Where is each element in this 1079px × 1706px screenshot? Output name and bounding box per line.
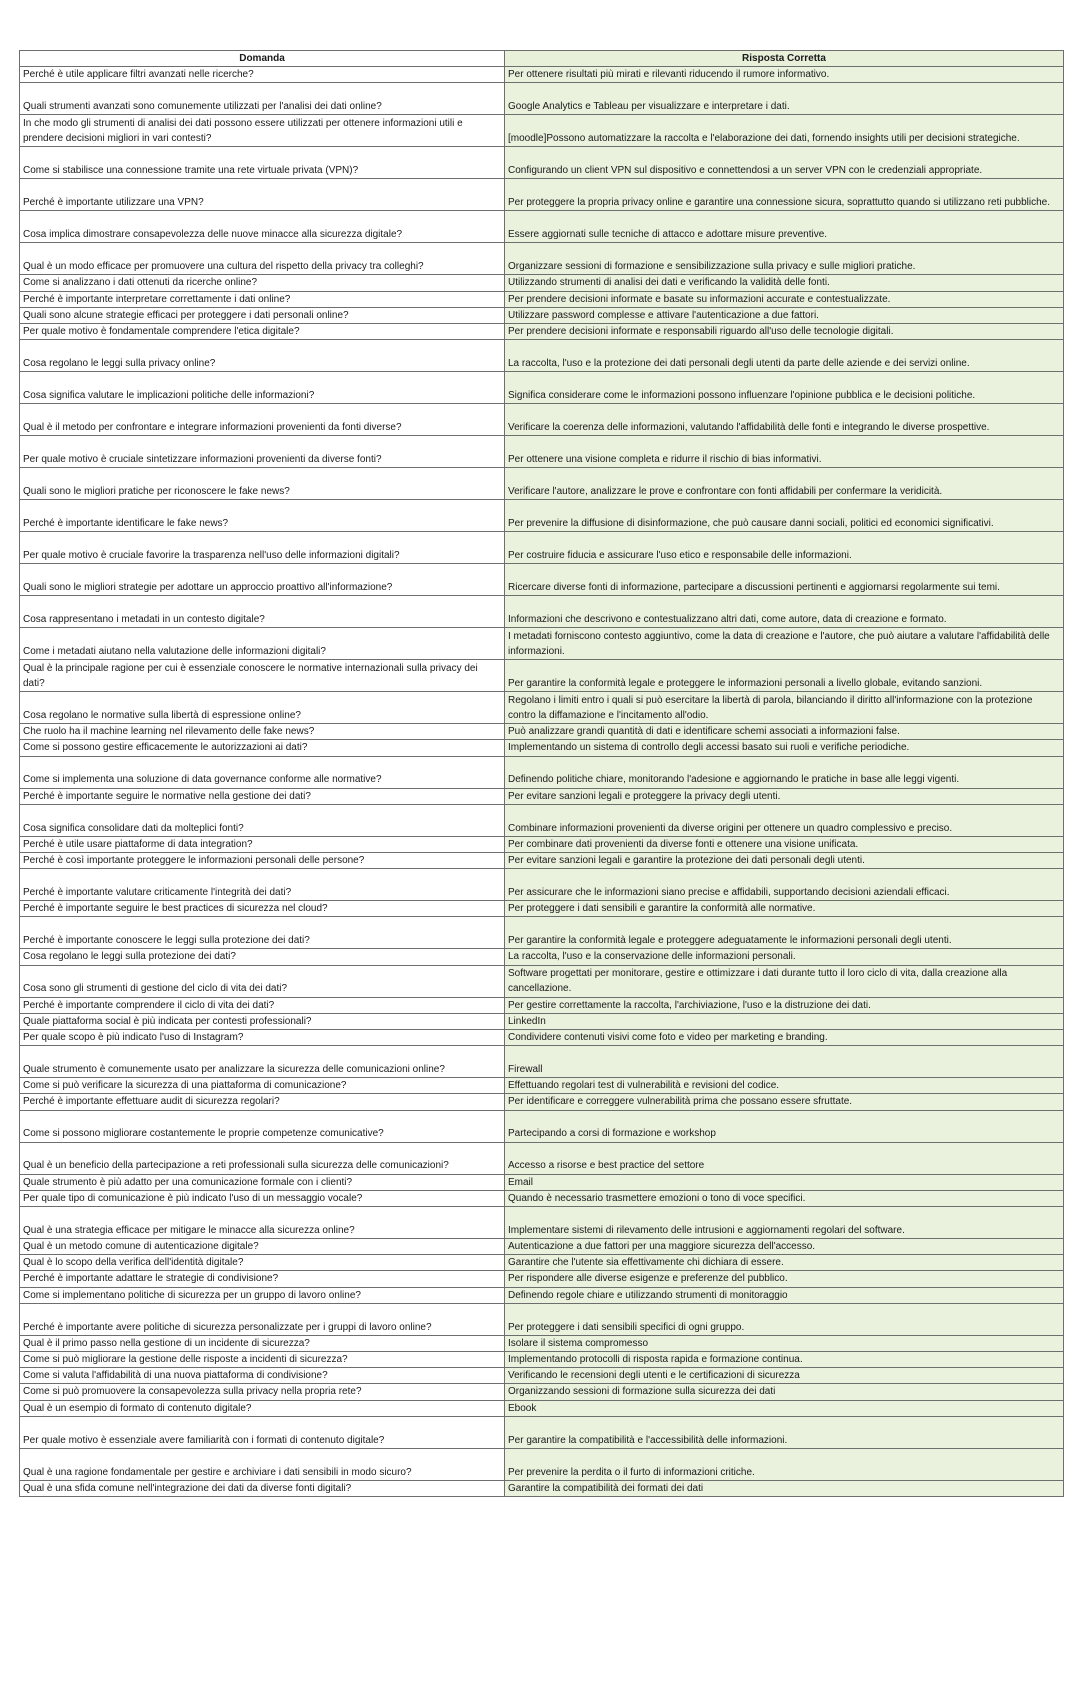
question-cell: Come si possono gestire efficacemente le autorizzazioni ai dati? [20, 740, 505, 756]
question-cell: Perché è importante seguire le best practices di sicurezza nel cloud? [20, 901, 505, 917]
question-cell: Come si implementano politiche di sicurezza per un gruppo di lavoro online? [20, 1287, 505, 1303]
answer-cell: Organizzare sessioni di formazione e sensibilizzazione sulla privacy e sulle migliori pratiche. [505, 243, 1064, 275]
qa-table [19, 50, 1064, 1497]
question-cell: Come si può promuovere la consapevolezza sulla privacy nella propria rete? [20, 1384, 505, 1400]
answer-cell: Per ottenere una visione completa e ridurre il rischio di bias informativi. [505, 436, 1064, 468]
answer-cell: Per ottenere risultati più mirati e rilevanti riducendo il rumore informativo. [505, 67, 1064, 83]
question-cell: Quali strumenti avanzati sono comunemente utilizzati per l'analisi dei dati online? [20, 83, 505, 115]
question-cell: Perché è importante adattare le strategie di condivisione? [20, 1271, 505, 1287]
question-cell: Come si può migliorare la gestione delle risposte a incidenti di sicurezza? [20, 1352, 505, 1368]
answer-cell: Definendo politiche chiare, monitorando l'adesione e aggiornando le pratiche in base alle leggi vigenti. [505, 756, 1064, 788]
question-cell: Cosa implica dimostrare consapevolezza delle nuove minacce alla sicurezza digitale? [20, 211, 505, 243]
table-row [20, 917, 1064, 949]
question-cell: Perché è così importante proteggere le informazioni personali delle persone? [20, 853, 505, 869]
question-cell: In che modo gli strumenti di analisi dei dati possono essere utilizzati per ottenere informazioni utili e prendere decisioni migliori in vari contesti? [20, 115, 505, 147]
table-row [20, 1030, 1064, 1046]
answer-cell: Implementando un sistema di controllo degli accessi basato sui ruoli e verifiche periodiche. [505, 740, 1064, 756]
question-cell: Che ruolo ha il machine learning nel rilevamento delle fake news? [20, 724, 505, 740]
question-cell: Come i metadati aiutano nella valutazione delle informazioni digitali? [20, 628, 505, 660]
table-row [20, 211, 1064, 243]
header-row [20, 51, 1064, 67]
question-cell: Cosa rappresentano i metadati in un contesto digitale? [20, 596, 505, 628]
answer-cell: Implementare sistemi di rilevamento delle intrusioni e aggiornamenti regolari del software. [505, 1207, 1064, 1239]
answer-cell: Verificando le recensioni degli utenti e le certificazioni di sicurezza [505, 1368, 1064, 1384]
question-cell: Perché è importante utilizzare una VPN? [20, 179, 505, 211]
table-row [20, 1352, 1064, 1368]
table-row [20, 436, 1064, 468]
answer-cell: LinkedIn [505, 1013, 1064, 1029]
table-row [20, 1271, 1064, 1287]
question-cell: Perché è importante comprendere il ciclo di vita dei dati? [20, 997, 505, 1013]
table-row [20, 628, 1064, 660]
question-cell: Come si analizzano i dati ottenuti da ricerche online? [20, 275, 505, 291]
table-row [20, 1400, 1064, 1416]
table-row [20, 1110, 1064, 1142]
answer-cell: Combinare informazioni provenienti da diverse origini per ottenere un quadro complessivo e preciso. [505, 804, 1064, 836]
question-cell: Cosa regolano le leggi sulla protezione dei dati? [20, 949, 505, 965]
table-row [20, 372, 1064, 404]
answer-cell: Partecipando a corsi di formazione e workshop [505, 1110, 1064, 1142]
table-row [20, 243, 1064, 275]
question-cell: Cosa significa consolidare dati da molteplici fonti? [20, 804, 505, 836]
table-row [20, 324, 1064, 340]
table-row [20, 853, 1064, 869]
table-row [20, 756, 1064, 788]
answer-cell: Effettuando regolari test di vulnerabilità e revisioni del codice. [505, 1078, 1064, 1094]
question-cell: Per quale motivo è essenziale avere familiarità con i formati di contenuto digitale? [20, 1416, 505, 1448]
answer-cell: Garantire che l'utente sia effettivamente chi dichiara di essere. [505, 1255, 1064, 1271]
table-row [20, 1255, 1064, 1271]
question-cell: Come si stabilisce una connessione tramite una rete virtuale privata (VPN)? [20, 147, 505, 179]
question-cell: Qual è lo scopo della verifica dell'identità digitale? [20, 1255, 505, 1271]
answer-cell: Configurando un client VPN sul dispositivo e connettendosi a un server VPN con le credenziali appropriate. [505, 147, 1064, 179]
table-row [20, 1094, 1064, 1110]
answer-cell: [moodle]Possono automatizzare la raccolta e l'elaborazione dei dati, fornendo insights utili per decisioni strategiche. [505, 115, 1064, 147]
question-cell: Qual è il metodo per confrontare e integrare informazioni provenienti da fonti diverse? [20, 404, 505, 436]
question-cell: Perché è utile applicare filtri avanzati nelle ricerche? [20, 67, 505, 83]
question-cell: Perché è importante conoscere le leggi sulla protezione dei dati? [20, 917, 505, 949]
table-body [20, 67, 1064, 1497]
answer-cell: Definendo regole chiare e utilizzando strumenti di monitoraggio [505, 1287, 1064, 1303]
answer-cell: Ricercare diverse fonti di informazione, partecipare a discussioni pertinenti e aggiornarsi regolarmente sui temi. [505, 564, 1064, 596]
answer-cell: Per evitare sanzioni legali e garantire la protezione dei dati personali degli utenti. [505, 853, 1064, 869]
question-cell: Come si possono migliorare costantemente le proprie competenze comunicative? [20, 1110, 505, 1142]
table-row [20, 1078, 1064, 1094]
table-row [20, 965, 1064, 997]
question-cell: Per quale tipo di comunicazione è più indicato l'uso di un messaggio vocale? [20, 1190, 505, 1206]
table-row [20, 1303, 1064, 1335]
table-row [20, 660, 1064, 692]
answer-cell: Per garantire la conformità legale e proteggere le informazioni personali a livello globale, evitando sanzioni. [505, 660, 1064, 692]
answer-cell: Per proteggere i dati sensibili e garantire la conformità alle normative. [505, 901, 1064, 917]
answer-cell: Implementando protocolli di risposta rapida e formazione continua. [505, 1352, 1064, 1368]
question-cell: Cosa regolano le normative sulla libertà di espressione online? [20, 692, 505, 724]
answer-cell: Isolare il sistema compromesso [505, 1335, 1064, 1351]
answer-cell: Per gestire correttamente la raccolta, l'archiviazione, l'uso e la distruzione dei dati. [505, 997, 1064, 1013]
table-row [20, 1046, 1064, 1078]
table-row [20, 340, 1064, 372]
answer-cell: Significa considerare come le informazioni possono influenzare l'opinione pubblica e le decisioni politiche. [505, 372, 1064, 404]
question-cell: Qual è una ragione fondamentale per gestire e archiviare i dati sensibili in modo sicuro? [20, 1448, 505, 1480]
answer-cell: Quando è necessario trasmettere emozioni o tono di voce specifici. [505, 1190, 1064, 1206]
question-cell: Quale piattaforma social è più indicata per contesti professionali? [20, 1013, 505, 1029]
answer-cell: Google Analytics e Tableau per visualizzare e interpretare i dati. [505, 83, 1064, 115]
table-row [20, 532, 1064, 564]
answer-cell: Per garantire la conformità legale e proteggere adeguatamente le informazioni personali degli utenti. [505, 917, 1064, 949]
table-row [20, 1335, 1064, 1351]
question-cell: Cosa sono gli strumenti di gestione del ciclo di vita dei dati? [20, 965, 505, 997]
question-cell: Per quale motivo è cruciale favorire la trasparenza nell'uso delle informazioni digitali? [20, 532, 505, 564]
table-row [20, 1368, 1064, 1384]
answer-cell: Per evitare sanzioni legali e proteggere la privacy degli utenti. [505, 788, 1064, 804]
question-cell: Perché è importante seguire le normative nella gestione dei dati? [20, 788, 505, 804]
table-row [20, 1239, 1064, 1255]
table-row [20, 147, 1064, 179]
question-cell: Qual è un beneficio della partecipazione a reti professionali sulla sicurezza delle comunicazioni? [20, 1142, 505, 1174]
table-row [20, 404, 1064, 436]
answer-cell: Per costruire fiducia e assicurare l'uso etico e responsabile delle informazioni. [505, 532, 1064, 564]
table-row [20, 83, 1064, 115]
answer-cell: Essere aggiornati sulle tecniche di attacco e adottare misure preventive. [505, 211, 1064, 243]
table-row [20, 788, 1064, 804]
answer-cell: Può analizzare grandi quantità di dati e identificare schemi associati a informazioni false. [505, 724, 1064, 740]
answer-cell: Garantire la compatibilità dei formati dei dati [505, 1480, 1064, 1496]
table-row [20, 1448, 1064, 1480]
answer-cell: Per proteggere la propria privacy online e garantire una connessione sicura, soprattutto quando si utilizzano reti pubbliche. [505, 179, 1064, 211]
table-row [20, 1287, 1064, 1303]
table-row [20, 1480, 1064, 1496]
answer-cell: Autenticazione a due fattori per una maggiore sicurezza dell'accesso. [505, 1239, 1064, 1255]
header-answer: Risposta Corretta [505, 51, 1064, 67]
answer-cell: Per garantire la compatibilità e l'accessibilità delle informazioni. [505, 1416, 1064, 1448]
question-cell: Quali sono le migliori strategie per adottare un approccio proattivo all'informazione? [20, 564, 505, 596]
table-row [20, 1384, 1064, 1400]
question-cell: Qual è un modo efficace per promuovere una cultura del rispetto della privacy tra colleghi? [20, 243, 505, 275]
table-row [20, 115, 1064, 147]
answer-cell: Per combinare dati provenienti da diverse fonti e ottenere una visione unificata. [505, 836, 1064, 852]
table-row [20, 901, 1064, 917]
question-cell: Quale strumento è comunemente usato per analizzare la sicurezza delle comunicazioni online? [20, 1046, 505, 1078]
answer-cell: Informazioni che descrivono e contestualizzano altri dati, come autore, data di creazione e formato. [505, 596, 1064, 628]
question-cell: Quali sono alcune strategie efficaci per proteggere i dati personali online? [20, 307, 505, 323]
question-cell: Qual è una sfida comune nell'integrazione dei dati da diverse fonti digitali? [20, 1480, 505, 1496]
question-cell: Perché è importante identificare le fake news? [20, 500, 505, 532]
table-row [20, 1142, 1064, 1174]
answer-cell: Per proteggere i dati sensibili specifici di ogni gruppo. [505, 1303, 1064, 1335]
question-cell: Per quale motivo è fondamentale comprendere l'etica digitale? [20, 324, 505, 340]
table-row [20, 724, 1064, 740]
answer-cell: Regolano i limiti entro i quali si può esercitare la libertà di parola, bilanciando il diritto all'informazione con la protezione contro la diffamazione e l'incitamento all'odio. [505, 692, 1064, 724]
answer-cell: Ebook [505, 1400, 1064, 1416]
answer-cell: Per prevenire la diffusione di disinformazione, che può causare danni sociali, politici ed economici significativi. [505, 500, 1064, 532]
answer-cell: Per assicurare che le informazioni siano precise e affidabili, supportando decisioni aziendali efficaci. [505, 869, 1064, 901]
question-cell: Perché è importante effettuare audit di sicurezza regolari? [20, 1094, 505, 1110]
answer-cell: Verificare la coerenza delle informazioni, valutando l'affidabilità delle fonti e integrando le diverse prospettive. [505, 404, 1064, 436]
question-cell: Qual è il primo passo nella gestione di un incidente di sicurezza? [20, 1335, 505, 1351]
question-cell: Qual è una strategia efficace per mitigare le minacce alla sicurezza online? [20, 1207, 505, 1239]
answer-cell: Per identificare e correggere vulnerabilità prima che possano essere sfruttate. [505, 1094, 1064, 1110]
question-cell: Qual è un esempio di formato di contenuto digitale? [20, 1400, 505, 1416]
table-row [20, 1190, 1064, 1206]
answer-cell: Condividere contenuti visivi come foto e video per marketing e branding. [505, 1030, 1064, 1046]
answer-cell: Accesso a risorse e best practice del settore [505, 1142, 1064, 1174]
table-row [20, 836, 1064, 852]
question-cell: Perché è utile usare piattaforme di data integration? [20, 836, 505, 852]
question-cell: Per quale scopo è più indicato l'uso di Instagram? [20, 1030, 505, 1046]
question-cell: Perché è importante interpretare correttamente i dati online? [20, 291, 505, 307]
table-row [20, 564, 1064, 596]
answer-cell: Per rispondere alle diverse esigenze e preferenze del pubblico. [505, 1271, 1064, 1287]
answer-cell: Utilizzando strumenti di analisi dei dati e verificando la validità delle fonti. [505, 275, 1064, 291]
answer-cell: La raccolta, l'uso e la conservazione delle informazioni personali. [505, 949, 1064, 965]
answer-cell: Per prendere decisioni informate e basate su informazioni accurate e contestualizzate. [505, 291, 1064, 307]
answer-cell: Email [505, 1174, 1064, 1190]
question-cell: Perché è importante valutare criticamente l'integrità dei dati? [20, 869, 505, 901]
answer-cell: Verificare l'autore, analizzare le prove e confrontare con fonti affidabili per confermare la veridicità. [505, 468, 1064, 500]
table-row [20, 67, 1064, 83]
table-row [20, 740, 1064, 756]
question-cell: Cosa regolano le leggi sulla privacy online? [20, 340, 505, 372]
table-row [20, 468, 1064, 500]
question-cell: Perché è importante avere politiche di sicurezza personalizzate per i gruppi di lavoro online? [20, 1303, 505, 1335]
table-row [20, 1174, 1064, 1190]
table-row [20, 869, 1064, 901]
answer-cell: I metadati forniscono contesto aggiuntivo, come la data di creazione e l'autore, che può aiutare a valutare l'affidabilità delle informazioni. [505, 628, 1064, 660]
table-row [20, 1207, 1064, 1239]
question-cell: Cosa significa valutare le implicazioni politiche delle informazioni? [20, 372, 505, 404]
question-cell: Qual è la principale ragione per cui è essenziale conoscere le normative internazionali sulla privacy dei dati? [20, 660, 505, 692]
table-row [20, 997, 1064, 1013]
question-cell: Quale strumento è più adatto per una comunicazione formale con i clienti? [20, 1174, 505, 1190]
answer-cell: Software progettati per monitorare, gestire e ottimizzare i dati durante tutto il loro ciclo di vita, dalla creazione alla cancellazione. [505, 965, 1064, 997]
answer-cell: La raccolta, l'uso e la protezione dei dati personali degli utenti da parte delle aziende e dei servizi online. [505, 340, 1064, 372]
table-row [20, 692, 1064, 724]
table-row [20, 179, 1064, 211]
table-row [20, 596, 1064, 628]
table-row [20, 1013, 1064, 1029]
answer-cell: Per prevenire la perdita o il furto di informazioni critiche. [505, 1448, 1064, 1480]
table-row [20, 1416, 1064, 1448]
table-row [20, 291, 1064, 307]
answer-cell: Organizzando sessioni di formazione sulla sicurezza dei dati [505, 1384, 1064, 1400]
table-row [20, 307, 1064, 323]
header-question: Domanda [20, 51, 505, 67]
question-cell: Come si può verificare la sicurezza di una piattaforma di comunicazione? [20, 1078, 505, 1094]
answer-cell: Utilizzare password complesse e attivare l'autenticazione a due fattori. [505, 307, 1064, 323]
table-row [20, 275, 1064, 291]
question-cell: Qual è un metodo comune di autenticazione digitale? [20, 1239, 505, 1255]
question-cell: Per quale motivo è cruciale sintetizzare informazioni provenienti da diverse fonti? [20, 436, 505, 468]
question-cell: Come si valuta l'affidabilità di una nuova piattaforma di condivisione? [20, 1368, 505, 1384]
answer-cell: Per prendere decisioni informate e responsabili riguardo all'uso delle tecnologie digitali. [505, 324, 1064, 340]
table-row [20, 500, 1064, 532]
table-row [20, 949, 1064, 965]
question-cell: Quali sono le migliori pratiche per riconoscere le fake news? [20, 468, 505, 500]
answer-cell: Firewall [505, 1046, 1064, 1078]
table-row [20, 804, 1064, 836]
question-cell: Come si implementa una soluzione di data governance conforme alle normative? [20, 756, 505, 788]
